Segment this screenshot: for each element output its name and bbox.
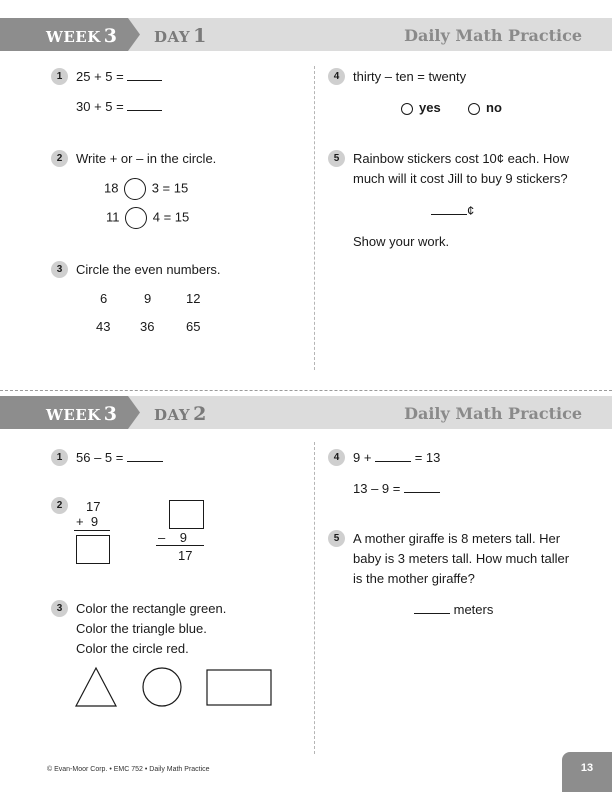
word-problem-line: is the mother giraffe? (353, 571, 475, 586)
sum-line (74, 530, 110, 531)
instruction: Color the rectangle green. (76, 601, 227, 616)
triangle-shape[interactable] (76, 668, 116, 706)
section-title: Daily Math Practice (404, 404, 582, 423)
radio-icon[interactable] (401, 103, 413, 115)
answer-blank[interactable] (414, 603, 450, 614)
show-work-label: Show your work. (353, 234, 450, 249)
section-title: Daily Math Practice (404, 26, 582, 45)
number-choice[interactable]: 9 (144, 291, 152, 306)
word-problem-line: baby is 3 meters tall. How much taller (353, 551, 570, 566)
day1-header-banner (0, 18, 612, 51)
equation: 11 4 = 15 (106, 207, 189, 229)
page-number: 13 (562, 752, 612, 792)
answer-blank[interactable] (375, 451, 411, 462)
equation: 13 – 9 = (353, 481, 440, 496)
question-prompt: Circle the even numbers. (76, 262, 221, 277)
question-number: 2 (51, 150, 68, 167)
word-problem-line: A mother giraffe is 8 meters tall. Her (353, 531, 561, 546)
question-number: 4 (328, 449, 345, 466)
column-divider (314, 442, 315, 754)
number-choice[interactable]: 12 (186, 291, 201, 306)
question-number: 5 (328, 150, 345, 167)
answer-blank[interactable] (431, 204, 467, 215)
question-number: 1 (51, 449, 68, 466)
operator-circle[interactable] (125, 207, 147, 229)
equation: 18 3 = 15 (104, 178, 188, 200)
number-choice[interactable]: 36 (140, 319, 155, 334)
word-problem-line: much will it cost Jill to buy 9 stickers? (353, 171, 568, 186)
addend-top: 17 (86, 499, 101, 514)
question-prompt: Write + or – in the circle. (76, 151, 217, 166)
week-label: WEEK 3 (46, 25, 118, 47)
addend-bottom: + 9 (76, 514, 99, 529)
difference: 17 (178, 548, 193, 563)
circle-shape[interactable] (143, 668, 181, 706)
question-number: 2 (51, 497, 68, 514)
footer-credit: © Evan-Moor Corp. • EMC 752 • Daily Math Practice (47, 766, 210, 773)
number-choice[interactable]: 43 (96, 319, 111, 334)
no-option[interactable]: no (468, 100, 502, 115)
answer-blank[interactable] (127, 70, 162, 81)
question-number: 3 (51, 261, 68, 278)
subtrahend: – 9 (158, 530, 187, 545)
equation: 56 – 5 = (76, 450, 163, 465)
equation: 30 + 5 = (76, 99, 162, 114)
section-separator (0, 390, 612, 391)
operator-circle[interactable] (124, 178, 146, 200)
question-number: 1 (51, 68, 68, 85)
equation: 25 + 5 = (76, 69, 162, 84)
difference-line (156, 545, 204, 546)
yes-option[interactable]: yes (401, 100, 441, 115)
question-number: 5 (328, 530, 345, 547)
number-choice[interactable]: 65 (186, 319, 201, 334)
radio-icon[interactable] (468, 103, 480, 115)
day-label: DAY 1 (154, 25, 207, 47)
question-number: 3 (51, 600, 68, 617)
day2-header-banner (0, 396, 612, 429)
answer-line: meters (414, 602, 493, 617)
word-problem-line: Rainbow stickers cost 10¢ each. How (353, 151, 570, 166)
instruction: Color the circle red. (76, 641, 189, 656)
day-label: DAY 2 (154, 403, 207, 425)
shapes (74, 666, 274, 708)
week-label: WEEK 3 (46, 403, 118, 425)
equation: 9 + = 13 (353, 450, 441, 465)
answer-box[interactable] (76, 535, 110, 564)
equation: thirty – ten = twenty (353, 69, 467, 84)
answer-blank[interactable] (127, 451, 163, 462)
number-choice[interactable]: 6 (100, 291, 108, 306)
question-number: 4 (328, 68, 345, 85)
answer-blank[interactable] (404, 482, 440, 493)
column-divider (314, 66, 315, 370)
rectangle-shape[interactable] (207, 670, 271, 705)
answer-blank[interactable] (127, 100, 162, 111)
answer-box[interactable] (169, 500, 204, 529)
instruction: Color the triangle blue. (76, 621, 207, 636)
answer-line: ¢ (431, 203, 474, 218)
